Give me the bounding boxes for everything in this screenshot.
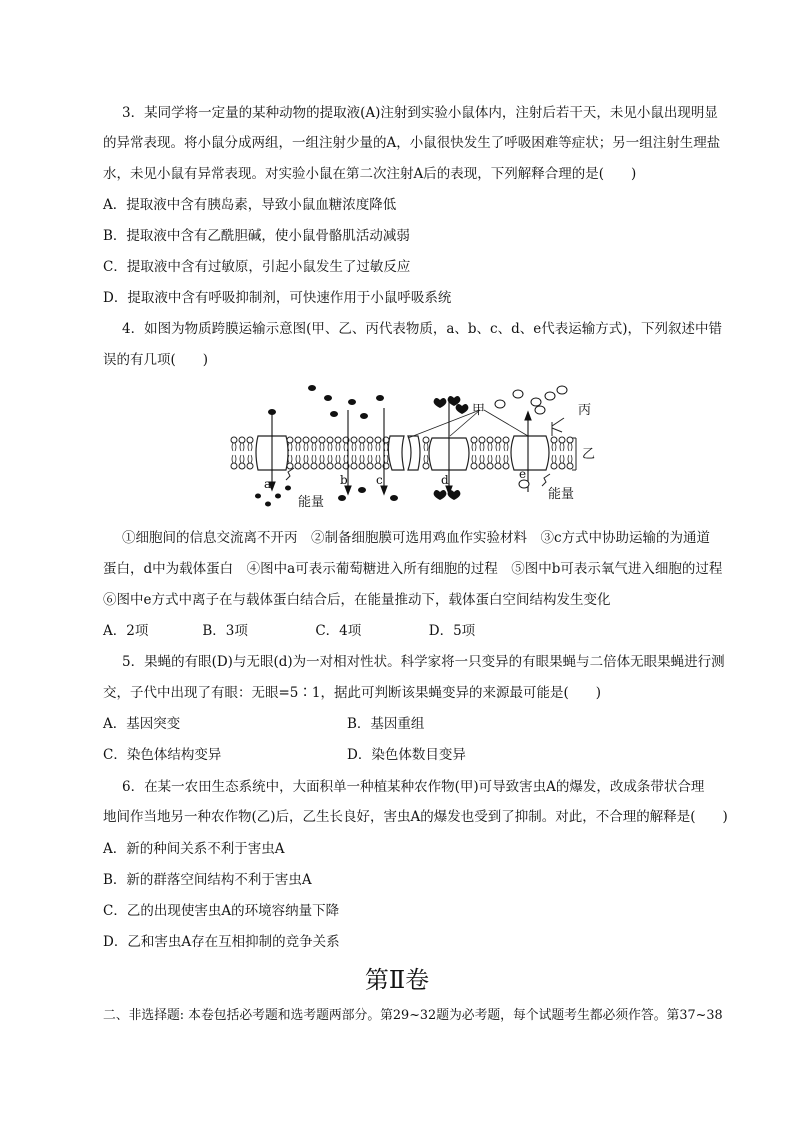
lipid-head [247, 463, 253, 469]
section-intro: 二、非选择题: 本卷包括必考题和选考题两部分。第29~32题为必考题，每个试题考生都必须作答。第37~38 [103, 1008, 723, 1023]
lipid-head [487, 437, 493, 443]
lipid-head [559, 437, 565, 443]
lipid-head [287, 463, 293, 469]
carrier-protein-e [511, 436, 549, 470]
lipid-head [231, 437, 237, 443]
channel-protein-c [388, 436, 420, 470]
lipid-tail [232, 443, 236, 463]
lipid-tail [560, 443, 564, 463]
lipid-tail [320, 443, 324, 463]
lipid-tail [336, 443, 340, 463]
q4-stem-line2: 误的有几项( ) [103, 352, 209, 368]
lipid-tail [424, 443, 428, 463]
lipid-head [303, 437, 309, 443]
energy-zigzag [286, 468, 550, 486]
lipid-head [367, 437, 373, 443]
q5-option-a: A．基因突变 [103, 716, 181, 732]
lipid-head [495, 463, 501, 469]
label-jia: 甲 [472, 403, 486, 418]
label-yi: 乙 [582, 447, 596, 462]
lipid-tail [376, 443, 380, 463]
q3-stem-line2: 的异常表现。将小鼠分成两组，一组注射少量的A，小鼠很快发生了呼吸困难等症状；另一组注射生理盐 [103, 135, 721, 151]
lipid-head [231, 463, 237, 469]
jia-pointer-lines [408, 410, 528, 438]
lipid-tail [304, 443, 308, 463]
lipid-tail [480, 443, 484, 463]
q6-stem-line1: 6．在某一农田生态系统中，大面积单一种植某种农作物(甲)可导致害虫A的爆发，改成条带状合理 [122, 779, 705, 795]
lipid-head [295, 463, 301, 469]
lipid-head [503, 463, 509, 469]
q4-stem-line1: 4．如图为物质跨膜运输示意图(甲、乙、丙代表物质，a、b、c、d、e代表运输方式)，下列叙述中错 [122, 321, 723, 337]
lipid-head [495, 437, 501, 443]
label-bing: 丙 [578, 403, 592, 418]
q3-option-d: D．提取液中含有呼吸抑制剂，可快速作用于小鼠呼吸系统 [103, 290, 452, 306]
q5-option-b: B．基因重组 [347, 716, 425, 732]
q4-statement-line1: ①细胞间的信息交流离不开丙 ②制备细胞膜可选用鸡血作实验材料 ③c方式中协助运输的为通道 [122, 530, 711, 546]
lipid-head [247, 437, 253, 443]
lipid-head [559, 463, 565, 469]
lipid-head [351, 463, 357, 469]
lipid-tail [504, 443, 508, 463]
q4-statement-line2: 蛋白，d中为载体蛋白 ④图中a可表示葡萄糖进入所有细胞的过程 ⑤图中b可表示氧气进入细胞的过程 [103, 561, 723, 577]
lipid-head [423, 463, 429, 469]
lipid-head [239, 463, 245, 469]
lipid-head [319, 463, 325, 469]
label-a: a [264, 477, 272, 491]
lipid-head [567, 463, 573, 469]
label-b: b [340, 473, 348, 487]
lipid-head [375, 437, 381, 443]
lipid-head [239, 437, 245, 443]
q3-option-c: C．提取液中含有过敏原，引起小鼠发生了过敏反应 [103, 259, 411, 275]
q5-option-d: D．染色体数目变异 [347, 747, 466, 763]
q5-stem-line1: 5．果蝇的有眼(D)与无眼(d)为一对相对性状。科学家将一只变异的有眼果蝇与二倍体无眼果蝇进行测 [122, 654, 725, 670]
q3-stem-line3: 水，未见小鼠有异常表现。对实验小鼠在第二次注射A后的表现，下列解释合理的是( ) [103, 166, 637, 182]
lipid-head [551, 463, 557, 469]
lipid-tail [360, 443, 364, 463]
lipid-head [303, 463, 309, 469]
q3-option-a: A．提取液中含有胰岛素，导致小鼠血糖浓度降低 [103, 197, 397, 213]
lipid-tail [352, 443, 356, 463]
label-energy-left: 能量 [298, 495, 325, 510]
lipid-tail [384, 443, 388, 463]
lipid-tail [344, 443, 348, 463]
lipid-tail [488, 443, 492, 463]
lipid-head [335, 437, 341, 443]
lipid-head [471, 463, 477, 469]
lipid-head [471, 437, 477, 443]
lipid-tail [296, 443, 300, 463]
lipid-head [375, 463, 381, 469]
lipid-head [359, 463, 365, 469]
q6-option-b: B．新的群落空间结构不利于害虫A [103, 872, 312, 888]
lipid-head [359, 437, 365, 443]
membrane-transport-figure [228, 380, 600, 514]
q3-option-b: B．提取液中含有乙酰胆碱，使小鼠骨骼肌活动减弱 [103, 228, 410, 244]
lipid-head [487, 463, 493, 469]
lipid-tail [248, 443, 252, 463]
lipid-tail [312, 443, 316, 463]
lipid-head [287, 437, 293, 443]
lipid-head [503, 437, 509, 443]
q6-option-d: D．乙和害虫A存在互相抑制的竞争关系 [103, 934, 340, 950]
lipid-tail [552, 443, 556, 463]
lipid-tail [368, 443, 372, 463]
lipid-head [311, 437, 317, 443]
lipid-head [327, 463, 333, 469]
q6-option-c: C．乙的出现使害虫A的环境容纳量下降 [103, 903, 340, 919]
lipid-head [327, 437, 333, 443]
q6-stem-line2: 地间作当地另一种农作物(乙)后，乙生长良好，害虫A的爆发也受到了抑制。对此，不合理的解释是( ) [103, 809, 728, 825]
q3-stem-line1: 3．某同学将一定量的某种动物的提取液(A)注射到实验小鼠体内，注射后若干天，未见小鼠出现明显 [122, 105, 718, 121]
label-energy-right: 能量 [548, 487, 575, 502]
lipid-head [551, 437, 557, 443]
lipid-head [351, 437, 357, 443]
lipid-head [479, 463, 485, 469]
lipid-head [311, 463, 317, 469]
q4-options: A．2项 B．3项 C．4项 D．5项 [103, 623, 476, 639]
q6-option-a: A．新的种间关系不利于害虫A [103, 841, 285, 857]
lipid-head [295, 437, 301, 443]
lipid-head [479, 437, 485, 443]
q4-statement-line3: ⑥图中e方式中离子在与载体蛋白结合后，在能量推动下，载体蛋白空间结构发生变化 [103, 592, 611, 608]
lipid-head [423, 437, 429, 443]
lipid-tail [472, 443, 476, 463]
lipid-head [335, 463, 341, 469]
lipid-head [367, 463, 373, 469]
section-title: 第Ⅱ卷 [364, 966, 430, 994]
glycoprotein-bing [552, 418, 564, 436]
lipid-tail [568, 443, 572, 463]
lipid-tail [240, 443, 244, 463]
lipid-tail [288, 443, 292, 463]
lipid-tail [496, 443, 500, 463]
q5-stem-line2: 交，子代中出现了有眼：无眼=5∶1，据此可判断该果蝇变异的来源最可能是( ) [103, 685, 602, 701]
lipid-tail [328, 443, 332, 463]
label-e: e [519, 467, 527, 481]
label-c: c [376, 473, 383, 487]
q5-option-c: C．染色体结构变异 [103, 747, 222, 763]
label-d: d [441, 473, 449, 487]
lipid-head [319, 437, 325, 443]
